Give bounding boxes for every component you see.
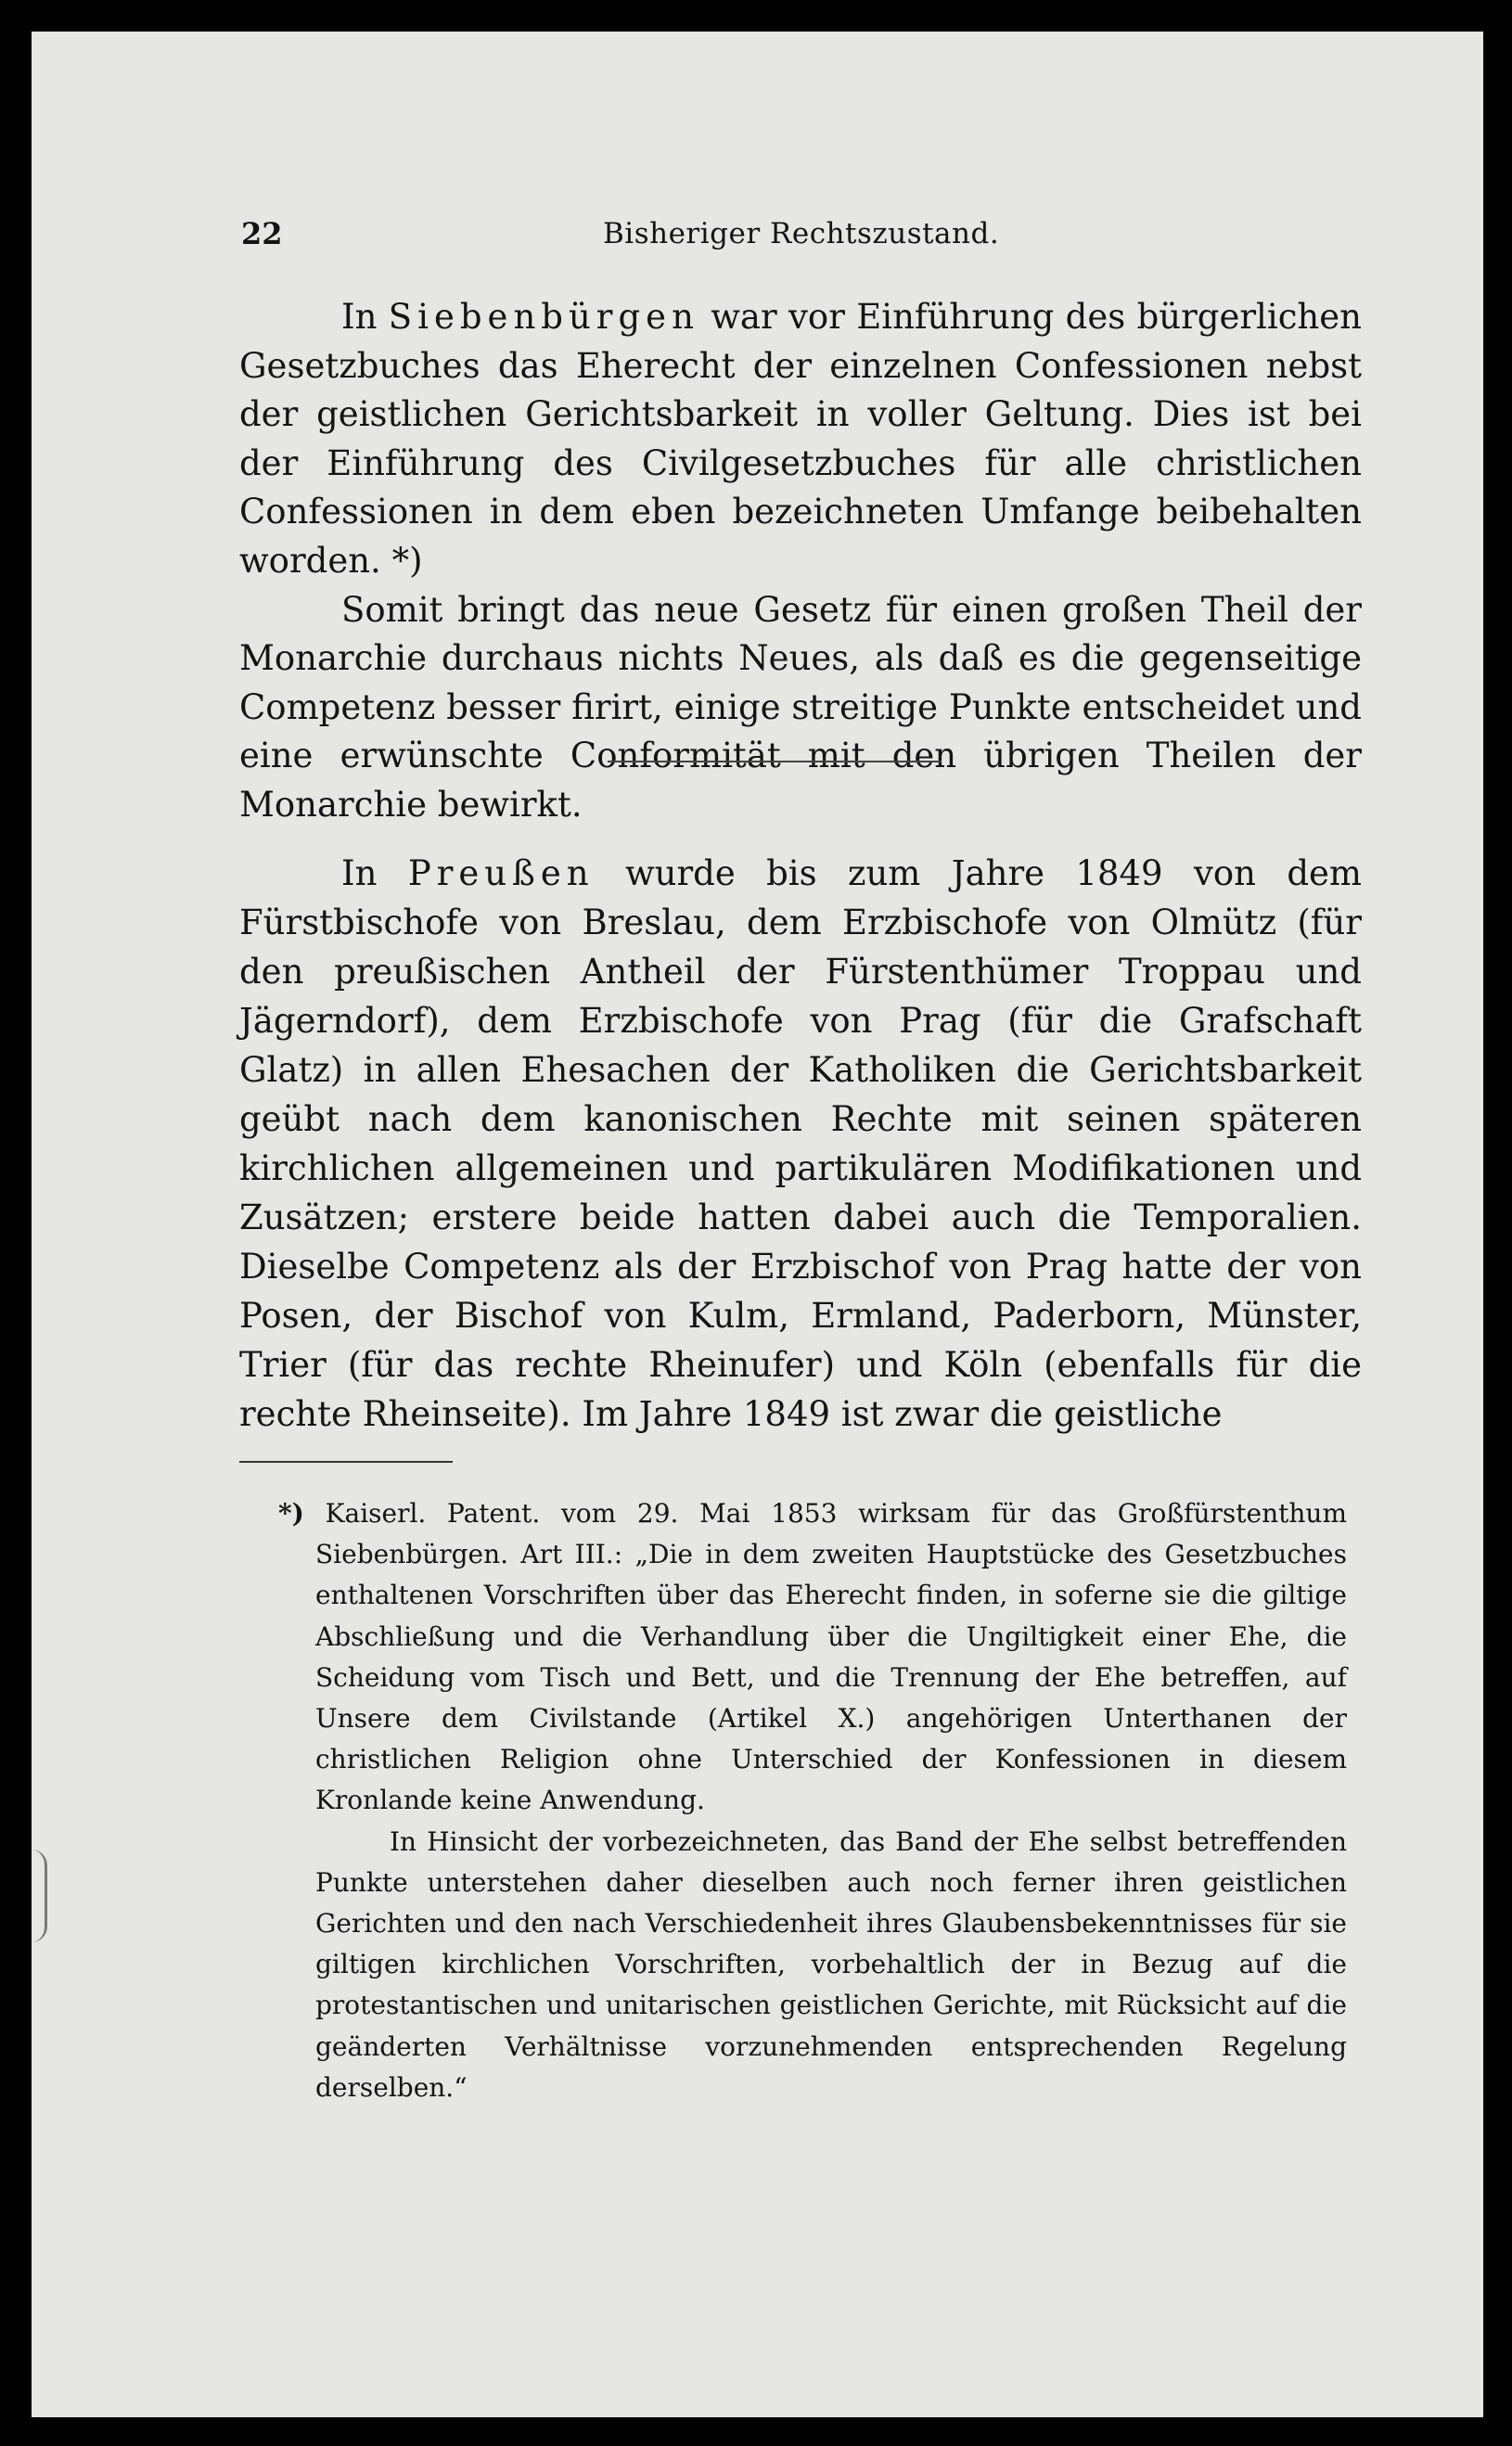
page-number: 22: [241, 216, 283, 251]
footnote-1-continuation: In Hinsicht der vorbezeichneten, das Band der Ehe selbst betreffenden Punkte unterstehen daher dieselben auch noch ferner ihren geistlichen Gerichten und den nach Verschiedenheit ihres Glaubensbekenntnisses für sie giltigen kirchlichen Vorschriften, vorbehaltlich der in Bezug auf die protestantischen und unitarischen geistlichen Gerichte, mit Rücksicht auf die geänderten Verhältnisse vorzunehmenden entsprechenden Regelung derselben.“: [315, 1825, 1347, 2103]
paragraph-somit: Somit bringt das neue Gesetz für einen großen Theil der Monarchie durchaus nichts Neues, als daß es die gegenseitige Competenz besser firirt, einige streitige Punkte entscheidet und eine erwünschte Conformität mit den übrigen Theilen der Monarchie bewirkt.: [239, 589, 1362, 825]
paragraph-preussen: [239, 849, 1362, 1439]
footnote-rule: [239, 1461, 453, 1463]
section-siebenbuergen: [239, 293, 1362, 830]
footnote-text: Kaiserl. Patent. vom 29. Mai 1853 wirksam für das Großfürstenthum Siebenbürgen. Art III.: „Die in dem zweiten Hauptstücke des Gesetzbuches enthaltenen Vorschriften über das Eherecht finden, in soferne sie die giltige Abschließung und die Verhandlung über die Ungiltigkeit einer Ehe, die Scheidung vom Tisch und Bett, und die Trennung der Ehe betreffen, auf Unsere dem Civilstande (Artikel X.) angehörigen Unterthanen der christlichen Religion ohne Unterschied der Konfessionen in diesem Kronlande keine Anwendung.: [303, 1498, 1347, 1816]
page-header: [241, 195, 1354, 250]
paragraph-text: war vor Einführung des bürgerlichen Gesetzbuches das Eherecht der einzelnen Confessionen nebst der geistlichen Gerichtsbarkeit in voller Geltung. Dies ist bei der Einführung des Civilgesetzbuches für alle christlichen Confessionen in dem eben bezeichneten Umfange beibehalten worden. *): [239, 297, 1362, 581]
running-head: Bisheriger Rechtszustand.: [603, 217, 1000, 250]
section-preussen: [239, 849, 1362, 1439]
footnote-1: [278, 1493, 1347, 1822]
place-name-preussen: Preußen: [407, 853, 595, 893]
section-separator: [608, 761, 942, 762]
binding-shadow: [32, 1850, 47, 1942]
place-name-siebenbuergen: Siebenbürgen: [388, 297, 699, 337]
footnotes: [278, 1493, 1347, 2108]
paragraph-opening: In: [341, 297, 389, 337]
footnote-marker: *): [278, 1498, 304, 1529]
paragraph-siebenbuergen: [239, 293, 1362, 586]
paragraph-opening: In: [341, 853, 408, 893]
paragraph-text: wurde bis zum Jahre 1849 von dem Fürstbischofe von Breslau, dem Erzbischofe von Olmütz (für den preußischen Antheil der Fürstenthümer Troppau und Jägerndorf), dem Erzbischofe von Prag (für die Grafschaft Glatz) in allen Ehesachen der Katholiken die Gerichtsbarkeit geübt nach dem kanonischen Rechte mit seinen späteren kirchlichen allgemeinen und partikulären Modifikationen und Zusätzen; erstere beide hatten dabei auch die Temporalien. Dieselbe Competenz als der Erzbischof von Prag hatte der von Posen, der Bischof von Kulm, Ermland, Paderborn, Münster, Trier (für das rechte Rheinufer) und Köln (ebenfalls für die rechte Rheinseite). Im Jahre 1849 ist zwar die geistliche: [239, 853, 1362, 1434]
